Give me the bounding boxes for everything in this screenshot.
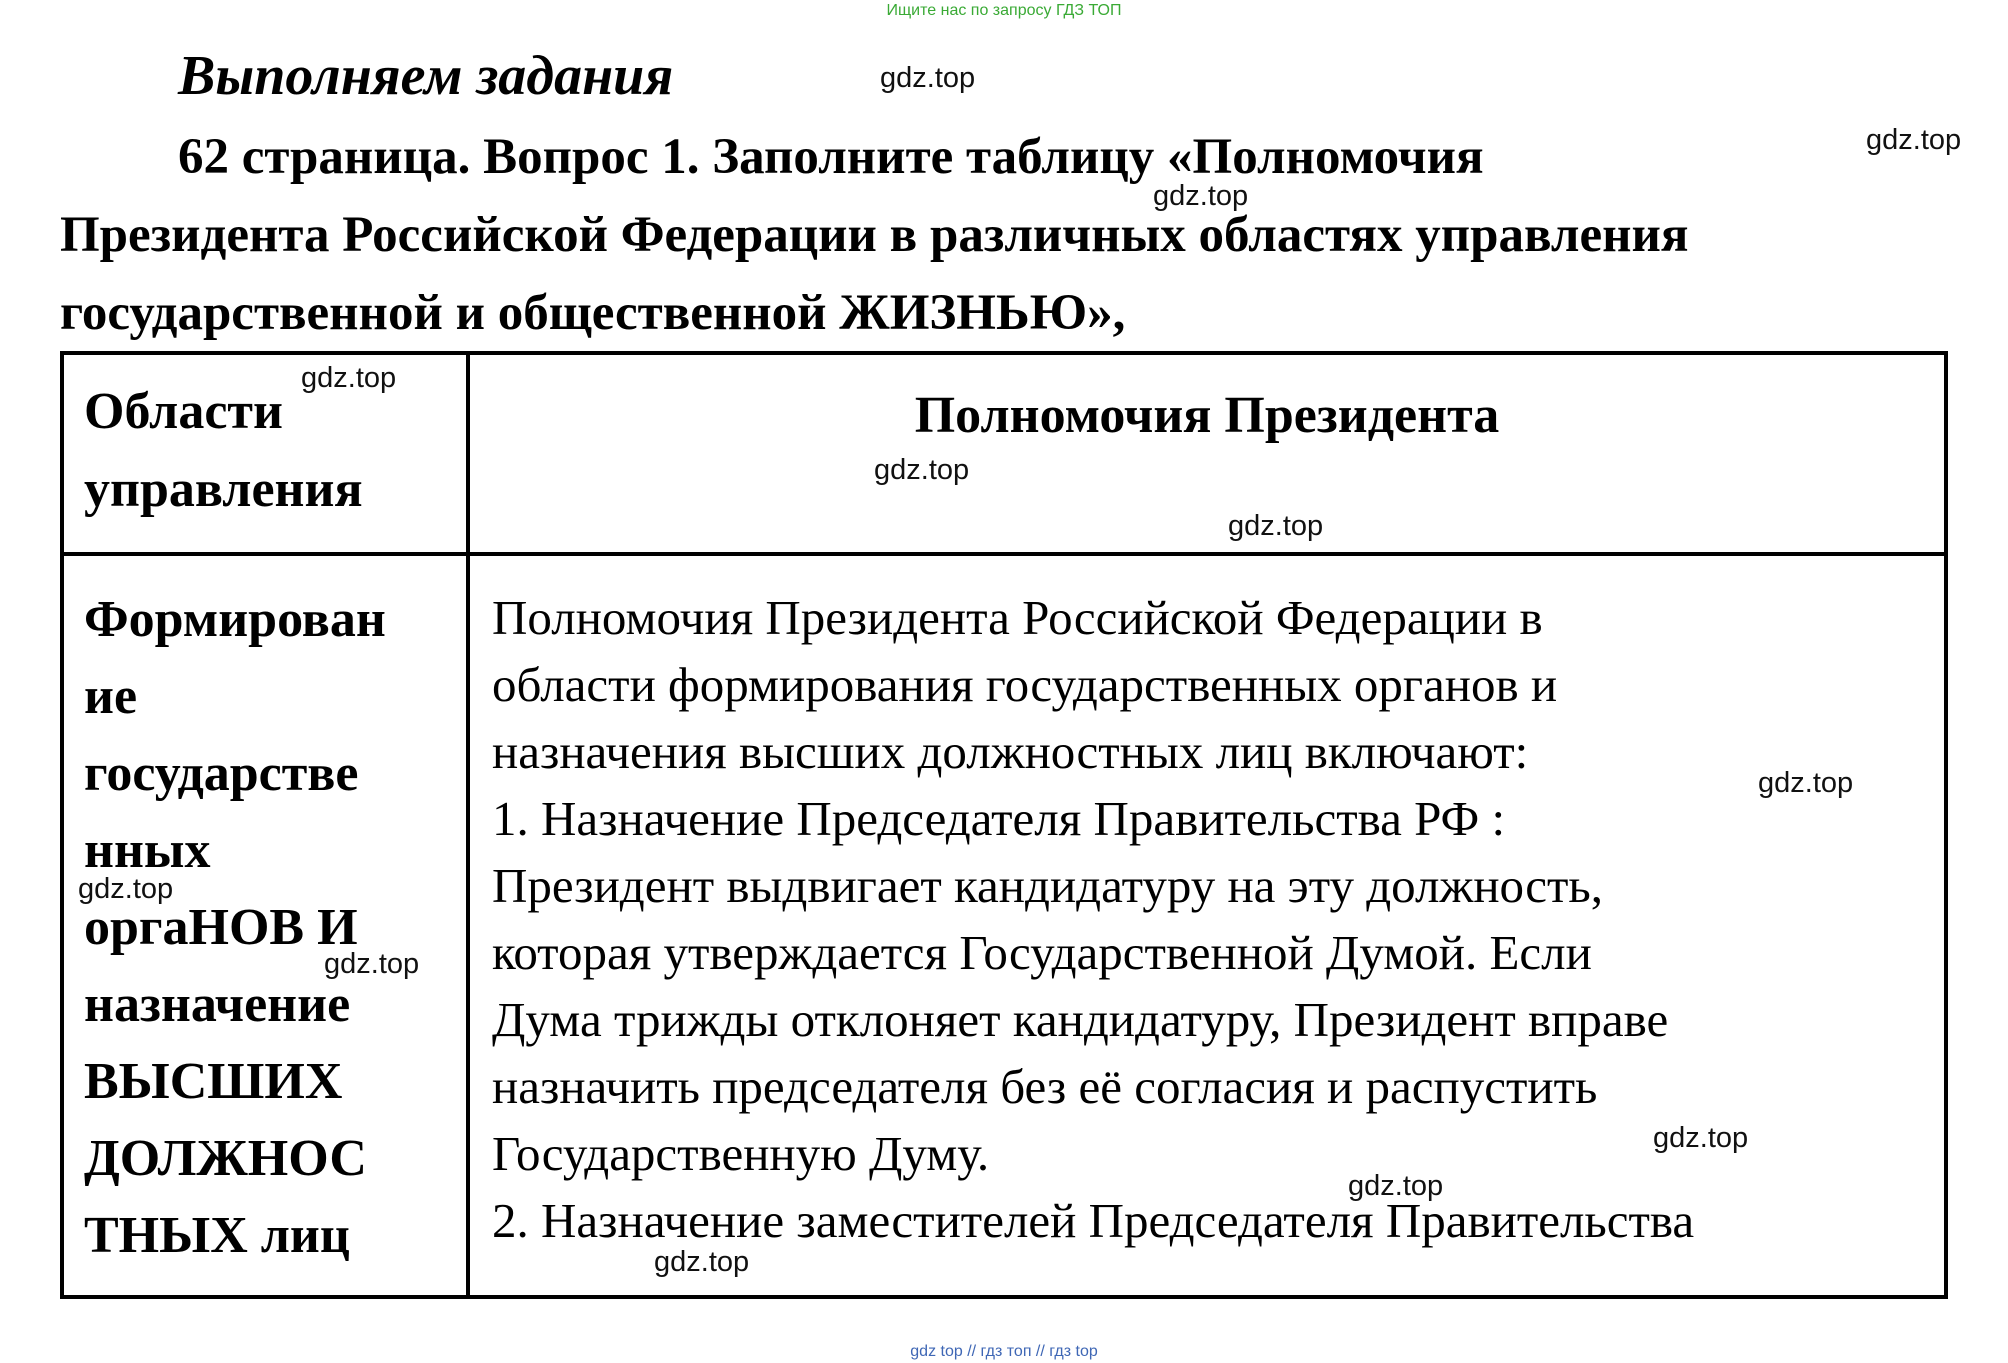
area-line: ВЫСШИХ (84, 1053, 343, 1110)
watermark: gdz.top (324, 948, 420, 980)
watermark: gdz.top (874, 454, 970, 486)
header-powers: Полномочия Президента (468, 353, 1946, 554)
bottom-banner: gdz top // гдз топ // гдз top (910, 1343, 1098, 1360)
section-title: Выполняем задания (178, 45, 674, 107)
powers-line: Государственную Думу. (492, 1126, 990, 1181)
area-line: Формирован (84, 591, 386, 648)
area-line: государстве (84, 745, 359, 802)
watermark: gdz.top (1653, 1122, 1749, 1154)
powers-line: которая утверждается Государственной Думой. Если (492, 925, 1592, 980)
powers-line: Дума трижды отклоняет кандидатуру, Президент вправе (492, 992, 1669, 1047)
watermark: gdz.top (1153, 180, 1249, 212)
watermark: gdz.top (1866, 124, 1962, 156)
powers-line: назначить председателя без её согласия и распустить (492, 1059, 1598, 1114)
watermark: gdz.top (78, 873, 174, 905)
heading-line: 62 страница. Вопрос 1. Заполните таблицу «Полномочия (178, 129, 1484, 185)
watermark: gdz.top (1348, 1170, 1444, 1202)
powers-line: 1. Назначение Председателя Правительства РФ : (492, 791, 1506, 846)
header-areas-line: Области (84, 383, 283, 440)
table-row (62, 554, 1946, 1297)
area-line: ТНЫХ лиц (84, 1207, 350, 1264)
header-areas-line: управления (84, 461, 363, 518)
powers-line: области формирования государственных органов и (492, 657, 1558, 712)
area-line: нных (84, 822, 211, 879)
area-cell (62, 554, 468, 1297)
watermark: gdz.top (1228, 510, 1324, 542)
watermark: gdz.top (654, 1246, 750, 1278)
powers-table (60, 351, 1948, 1299)
area-line: назначение (84, 976, 351, 1033)
heading-line: Президента Российской Федерации в различных областях управления (60, 207, 1689, 263)
watermark: gdz.top (1758, 767, 1854, 799)
powers-cell (468, 554, 1946, 1297)
watermark: gdz.top (301, 362, 397, 394)
watermark: gdz.top (880, 62, 976, 94)
powers-line: 2. Назначение заместителей Председателя Правительства (492, 1193, 1695, 1248)
area-line: ДОЛЖНОС (84, 1130, 367, 1187)
heading-line: государственной и общественной ЖИЗНЬЮ», (60, 285, 1126, 341)
powers-line: назначения высших должностных лиц включают: (492, 724, 1529, 779)
area-line: оргаНОВ И (84, 899, 358, 956)
header-areas (62, 353, 468, 554)
question-heading (60, 118, 1960, 352)
powers-line: Президент выдвигает кандидатуру на эту должность, (492, 858, 1604, 913)
top-banner: Ищите нас по запросу ГДЗ ТОП (886, 2, 1122, 19)
powers-line: Полномочия Президента Российской Федерации в (492, 590, 1543, 645)
area-line: ие (84, 668, 138, 725)
